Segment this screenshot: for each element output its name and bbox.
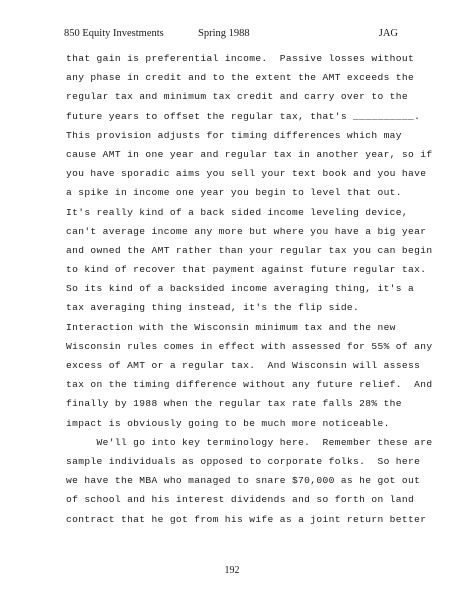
text-line: can't average income any more but where you have a big year (66, 225, 427, 237)
text-line: It's really kind of a back sided income leveling device, (66, 206, 409, 218)
text-line: cause AMT in one year and regular tax in another year, so if (66, 148, 433, 160)
text-line: Wisconsin rules comes in effect with assessed for 55% of any (66, 340, 433, 352)
text-line: So its kind of a backsided income averaging thing, it's a (66, 283, 415, 295)
text-line: contract that he got from his wife as a joint return better (66, 513, 427, 525)
text-line: excess of AMT or a regular tax. And Wisconsin will assess (66, 360, 421, 371)
text-line: finally by 1988 when the regular tax rate falls 28% the (66, 398, 402, 410)
page-header (64, 28, 398, 42)
header-initials: JAG (378, 28, 398, 39)
text-line: regular tax and minimum tax credit and carry over to the (66, 91, 409, 103)
text-line: to kind of recover that payment against future regular tax. (66, 264, 427, 276)
text-line: a spike in income one year you begin to level that out. (66, 187, 402, 199)
text-line: any phase in credit and to the extent the AMT exceeds the (66, 72, 415, 84)
text-line: that gain is preferential income. Passive losses without (66, 53, 415, 64)
text-line: We'll go into key terminology here. Remember these are (66, 436, 433, 448)
text-line: and owned the AMT rather than your regular tax you can begin (66, 244, 433, 256)
page-number: 192 (224, 565, 240, 576)
text-line: future years to offset the regular tax, that's __________. (66, 110, 421, 122)
transcript-body (66, 49, 433, 529)
text-line: of school and his interest dividends and so forth on land (66, 494, 415, 506)
text-line: you have sporadic aims you sell your text book and you have (66, 168, 427, 180)
header-term: Spring 1988 (198, 28, 250, 39)
header-course-title: 850 Equity Investments (64, 28, 164, 39)
text-line: This provision adjusts for timing differences which may (66, 129, 402, 141)
text-line: impact is obviously going to be much more noticeable. (66, 417, 390, 429)
text-line: sample individuals as opposed to corporate folks. So here (66, 455, 421, 467)
text-line: Interaction with the Wisconsin minimum tax and the new (66, 321, 396, 333)
text-line: tax averaging thing instead, it's the flip side. (66, 302, 360, 314)
text-line: we have the MBA who managed to snare $70,000 as he got out (66, 475, 421, 487)
text-line: tax on the timing difference without any future relief. And (66, 379, 433, 391)
